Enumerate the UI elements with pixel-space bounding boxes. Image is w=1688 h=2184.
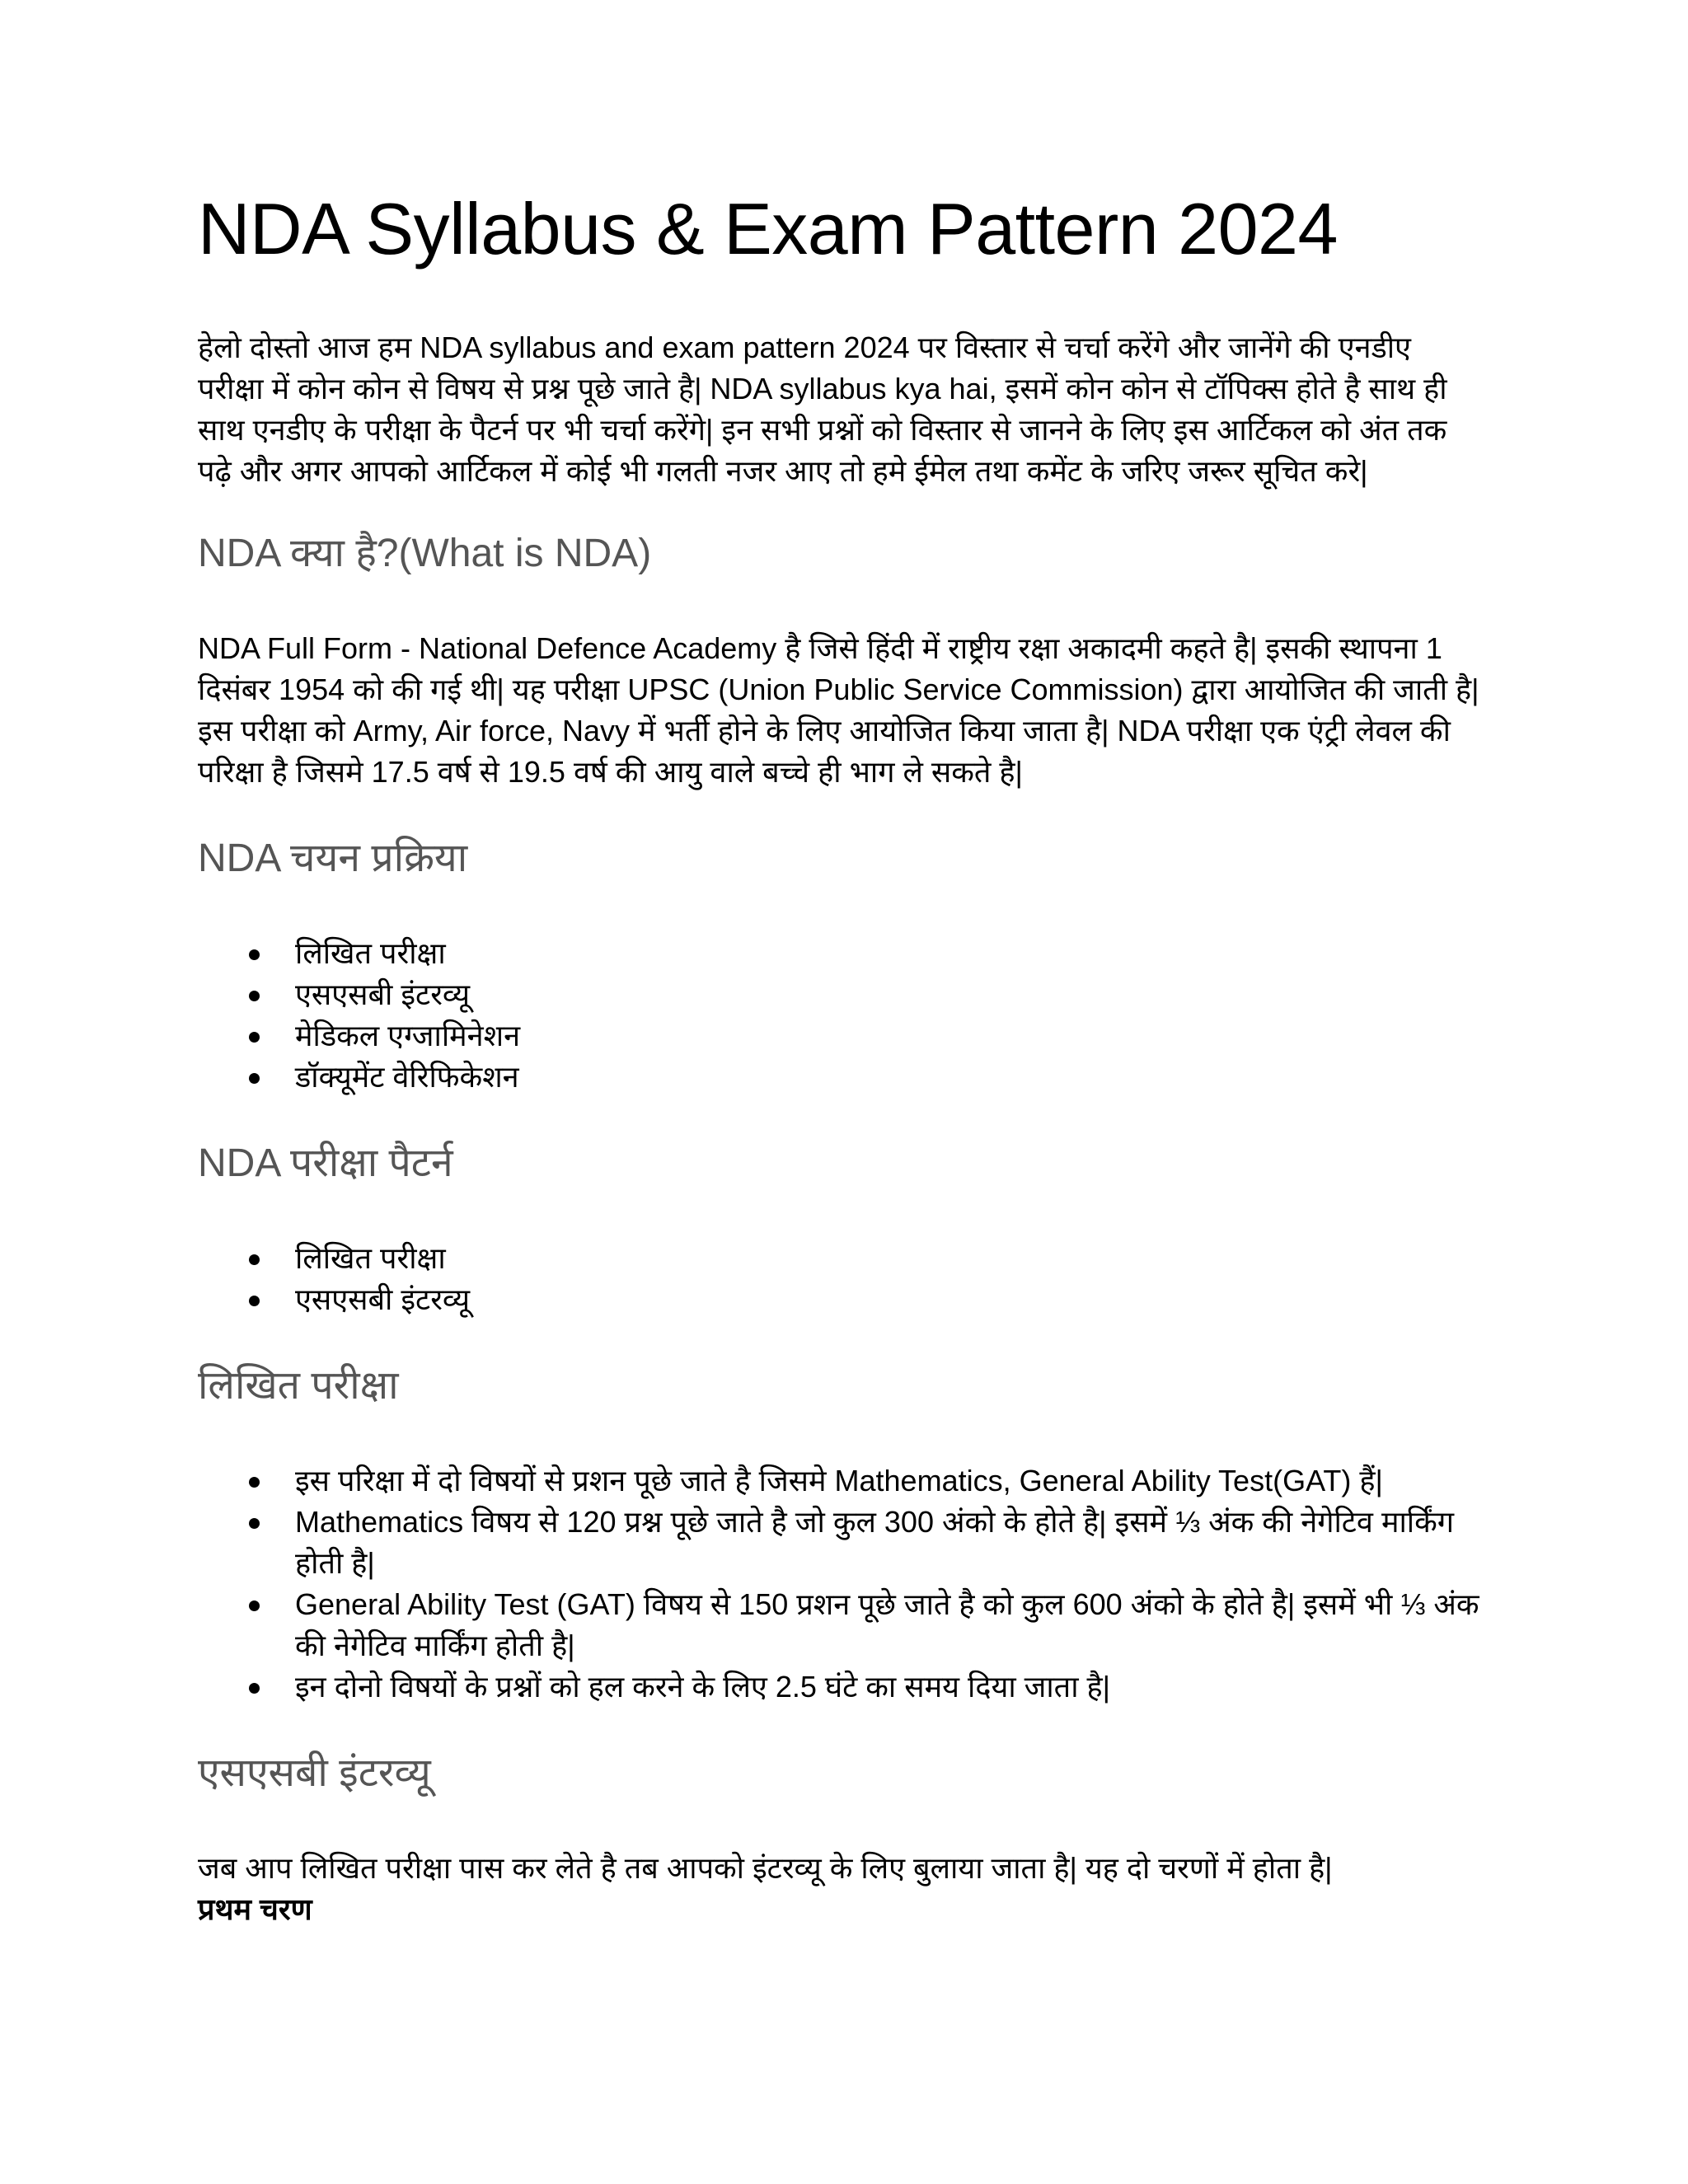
bullet-dot-icon (249, 991, 260, 1001)
heading-ssb-interview: एसएसबी इंटरव्यू (198, 1750, 431, 1795)
written-exam-list (198, 1460, 1484, 1708)
heading-exam-pattern: NDA परीक्षा पैटर्न (198, 1141, 453, 1185)
pattern-list (198, 1238, 1484, 1320)
bullet-dot-icon (249, 1518, 260, 1529)
bullet-dot-icon (249, 1683, 260, 1694)
list-item: इन दोनो विषयों के प्रश्नों को हल करने के लिए 2.5 घंटे का समय दिया जाता है| (198, 1666, 1484, 1708)
bullet-dot-icon (249, 1601, 260, 1611)
first-stage-label: प्रथम चरण (198, 1891, 312, 1926)
bullet-dot-icon (249, 1296, 260, 1306)
list-item: एसएसबी इंटरव्यू (198, 1279, 1484, 1320)
ssb-paragraph: जब आप लिखित परीक्षा पास कर लेते है तब आपको इंटरव्यू के लिए बुलाया जाता है| यह दो चरणों में होता है| (198, 1850, 1333, 1885)
selection-list (198, 933, 1484, 1098)
page-title: NDA Syllabus & Exam Pattern 2024 (198, 188, 1338, 269)
heading-what-is-nda: NDA क्या है?(What is NDA) (198, 531, 652, 575)
list-item: एसएसबी इंटरव्यू (198, 974, 1484, 1015)
list-item: लिखित परीक्षा (198, 933, 1484, 974)
heading-selection-process: NDA चयन प्रक्रिया (198, 836, 468, 880)
list-item: इस परिक्षा में दो विषयों से प्रशन पूछे जाते है जिसमे Mathematics, General Ability Test(GAT) हैं| (198, 1460, 1484, 1502)
heading-written-exam: लिखित परीक्षा (198, 1363, 399, 1408)
what-is-nda-paragraph: NDA Full Form - National Defence Academy है जिसे हिंदी में राष्ट्रीय रक्षा अकादमी कहते है| इसकी स्थापना 1 दिसंबर 1954 को की गई थी| यह परीक्षा UPSC (Union Public Service Commission) द्वारा आयोजित की जाती है| इस परीक्षा को Army, Air force, Navy में भर्ती होने के लिए आयोजित किया जाता है| NDA परीक्षा एक एंट्री लेवल की परिक्षा है जिसमे 17.5 वर्ष से 19.5 वर्ष की आयु वाले बच्चे ही भाग ले सकते है| (198, 630, 1479, 789)
document-page (198, 190, 1484, 1930)
list-item: मेडिकल एग्जामिनेशन (198, 1015, 1484, 1057)
list-item: Mathematics विषय से 120 प्रश्न पूछे जाते है जो कुल 300 अंको के होते है| इसमें ⅓ अंक की नेगेटिव मार्किंग होती है| (198, 1502, 1484, 1584)
bullet-dot-icon (249, 1032, 260, 1043)
bullet-dot-icon (249, 1477, 260, 1488)
bullet-dot-icon (249, 1254, 260, 1265)
bullet-dot-icon (249, 1073, 260, 1084)
list-item: डॉक्यूमेंट वेरिफिकेशन (198, 1057, 1484, 1098)
list-item: General Ability Test (GAT) विषय से 150 प्रशन पूछे जाते है को कुल 600 अंको के होते है| इसमें भी ⅓ अंक की नेगेटिव मार्किंग होती है| (198, 1584, 1484, 1666)
intro-paragraph: हेलो दोस्तो आज हम NDA syllabus and exam pattern 2024 पर विस्तार से चर्चा करेंगे और जानेंगे की एनडीए परीक्षा में कोन कोन से विषय से प्रश्न पूछे जाते है| NDA syllabus kya hai, इसमें कोन कोन से टॉपिक्स होते है साथ ही साथ एनडीए के परीक्षा के पैटर्न पर भी चर्चा करेंगे| इन सभी प्रश्नों को विस्तार से जानने के लिए इस आर्टिकल को अंत तक पढ़े और अगर आपको आर्टिकल में कोई भी गलती नजर आए तो हमे ईमेल तथा कमेंट के जरिए जरूर सूचित करे| (198, 330, 1447, 488)
list-item: लिखित परीक्षा (198, 1238, 1484, 1279)
bullet-dot-icon (249, 949, 260, 960)
